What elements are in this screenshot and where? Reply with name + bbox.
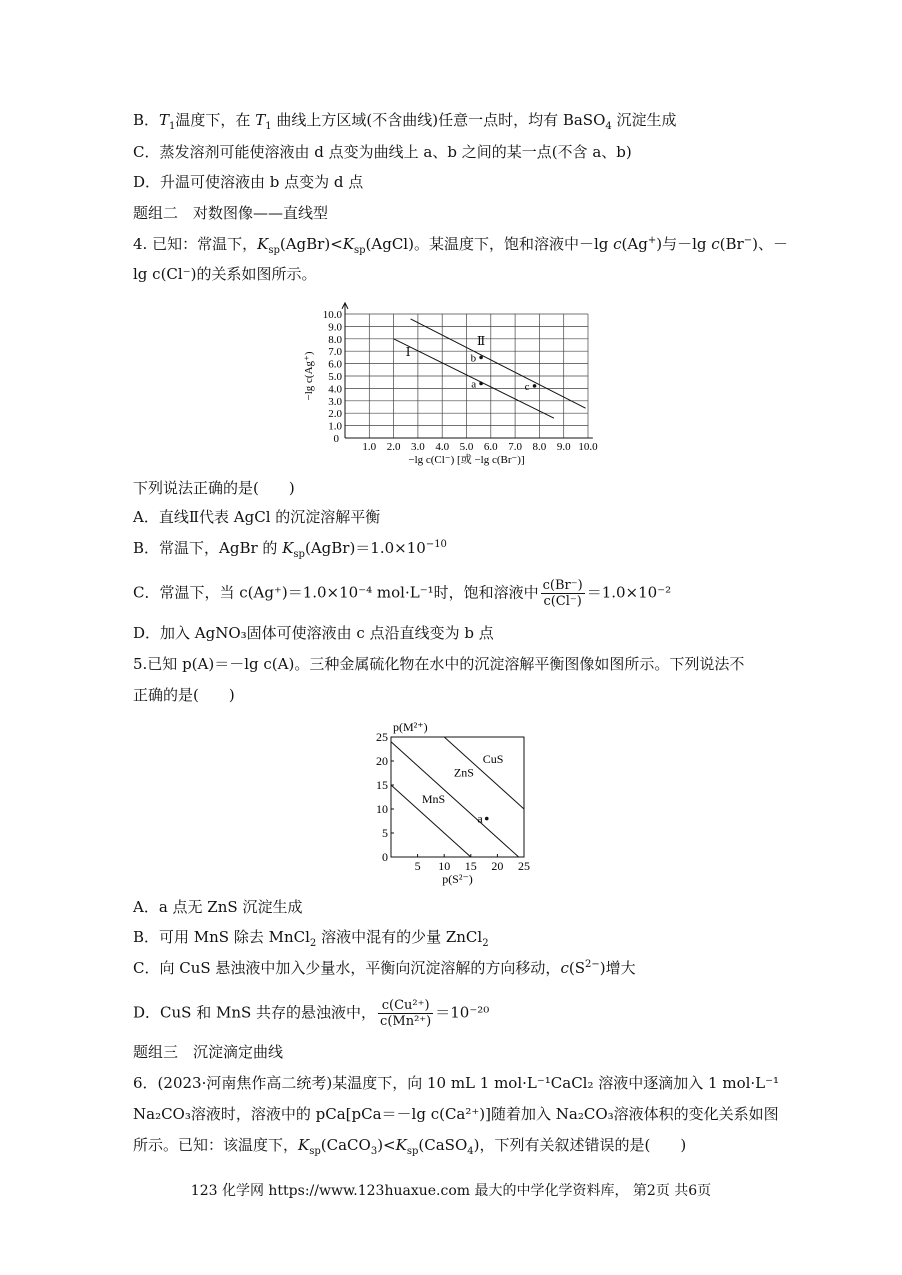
- series-label: Ⅰ: [405, 345, 411, 360]
- data-point: [479, 356, 483, 360]
- fraction-denominator: c(Cl⁻): [543, 594, 582, 609]
- x-tick-label: 10.0: [578, 441, 598, 453]
- series-label: Ⅱ: [477, 334, 486, 348]
- option-3c: C．蒸发溶剂可能使溶液由 d 点变为曲线上 a、b 之间的某一点(不含 a、b): [133, 143, 632, 161]
- y-tick-label: 9.0: [328, 321, 342, 334]
- x-tick-label: 25: [518, 859, 530, 873]
- x-tick-label: 20: [491, 859, 504, 873]
- fraction: [541, 578, 585, 609]
- page-footer: 123 化学网 https://www.123huaxue.com 最大的中学化学资料库， 第2页 共6页: [190, 1183, 712, 1199]
- option-4c-text: C．常温下，当 c(Ag⁺)＝1.0×10⁻⁴ mol·L⁻¹时，饱和溶液中: [133, 583, 539, 602]
- question-6-stem-2: Na₂CO₃溶液时，溶液中的 pCa[pCa＝－lg c(Ca²⁺)]随着加入 Na₂CO₃溶液体积的变化关系如图: [133, 1105, 779, 1123]
- option-5d: [133, 998, 489, 1029]
- data-point: [485, 817, 489, 821]
- data-point-label: c: [524, 380, 530, 393]
- y-tick-label: 0: [382, 850, 388, 864]
- y-tick-label: 8.0: [328, 333, 342, 346]
- fraction-numerator: c(Cu²⁺): [378, 998, 433, 1014]
- x-tick-label: 5.0: [459, 441, 474, 453]
- section-heading-3: 题组三 沉淀滴定曲线: [133, 1043, 284, 1061]
- y-tick-label: 20: [376, 754, 388, 768]
- y-axis-label: p(M²⁺): [393, 720, 428, 734]
- fraction: [378, 998, 433, 1029]
- x-tick-label: 10: [438, 859, 451, 873]
- series-label: MnS: [421, 792, 446, 807]
- y-tick-label: 25: [376, 730, 388, 744]
- y-tick-label: 15: [376, 778, 388, 792]
- y-tick-label: 7.0: [328, 346, 342, 359]
- x-tick-label: 9.0: [556, 441, 571, 453]
- chart-metal-sulfide: [360, 712, 545, 887]
- x-tick-label: 4.0: [435, 441, 450, 453]
- option-5c: C．向 CuS 悬浊液中加入少量水，平衡向沉淀溶解的方向移动，$c(S^{2-})$增大: [133, 959, 636, 977]
- option-5d-text: D．CuS 和 MnS 共存的悬浊液中，: [133, 1003, 377, 1022]
- question-4-prompt: 下列说法正确的是( ): [133, 479, 295, 497]
- question-4-stem-2: lg c(Cl⁻)的关系如图所示。: [133, 265, 317, 283]
- y-tick-label: 3.0: [328, 395, 342, 408]
- option-4c-result: ＝1.0×10⁻²: [586, 583, 672, 602]
- question-5-stem-2: 正确的是( ): [133, 686, 235, 704]
- data-point-label: a: [471, 378, 477, 391]
- y-tick-label: 5.0: [328, 371, 342, 383]
- option-5d-result: ＝10⁻²⁰: [435, 1003, 490, 1022]
- data-point: [479, 382, 483, 386]
- y-tick-label: 10.0: [322, 309, 342, 321]
- x-axis-label: −lg c(Cl⁻) [或 −lg c(Br⁻)]: [408, 454, 525, 466]
- y-tick-label: 1.0: [328, 420, 342, 433]
- y-tick-label: 6.0: [328, 358, 342, 371]
- x-tick-label: 3.0: [411, 441, 425, 453]
- fraction-denominator: c(Mn²⁺): [380, 1014, 432, 1029]
- data-point-label: b: [470, 352, 477, 365]
- data-point-label: a: [477, 811, 483, 826]
- option-4c: [133, 578, 671, 609]
- question-5-stem: 5.已知 p(A)＝－lg c(A)。三种金属硫化物在水中的沉淀溶解平衡图像如图所示。下列说法不: [133, 655, 745, 673]
- origin-label: 0: [333, 433, 339, 445]
- x-tick-label: 8.0: [532, 441, 547, 453]
- x-tick-label: 7.0: [508, 441, 522, 453]
- option-5b: B．可用 MnS 除去 MnCl$_2$ 溶液中混有的少量 ZnCl$_2$: [133, 928, 489, 949]
- series-label: CuS: [482, 751, 504, 766]
- series-label: ZnS: [453, 765, 474, 780]
- y-tick-label: 2.0: [328, 408, 342, 421]
- option-4d: D．加入 AgNO₃固体可使溶液由 c 点沿直线变为 b 点: [133, 624, 494, 642]
- x-tick-label: 15: [464, 859, 477, 873]
- y-tick-label: 4.0: [328, 383, 342, 396]
- question-6-stem: 6．(2023·河南焦作高二统考)某温度下，向 10 mL 1 mol·L⁻¹CaCl₂ 溶液中逐滴加入 1 mol·L⁻¹: [133, 1074, 780, 1092]
- question-4-stem: 4. 已知：常温下，$K_{sp}(AgBr)<K_{sp}(AgCl)$。某温度下，饱和溶液中－lg c(Ag+)与－lg c(Br−)、－: [133, 235, 788, 256]
- y-axis-label: −lg c(Ag⁺): [303, 351, 315, 401]
- x-tick-label: 6.0: [483, 441, 498, 453]
- fraction-numerator: c(Br⁻): [542, 578, 583, 593]
- y-tick-label: 5: [382, 826, 388, 840]
- option-5a: A．a 点无 ZnS 沉淀生成: [133, 898, 303, 916]
- x-axis-label: p(S²⁻): [442, 872, 473, 886]
- option-4b: B．常温下，AgBr 的 $K_{sp}(AgBr)=1.0\times 10^{-10}$: [133, 539, 447, 560]
- x-tick-label: 2.0: [386, 441, 401, 453]
- y-tick-label: 10: [376, 802, 388, 816]
- option-3d: D．升温可使溶液由 b 点变为 d 点: [133, 173, 364, 191]
- section-heading-2: 题组二 对数图像——直线型: [133, 204, 329, 222]
- question-6-stem-3: 所示。已知：该温度下，$K_{sp}(CaCO_3)<K_{sp}(CaSO_4)$，下列有关叙述错误的是( ): [133, 1136, 687, 1157]
- plot-frame: [391, 737, 524, 857]
- x-tick-label: 5: [414, 859, 421, 873]
- chart-ag-halide: [300, 292, 610, 470]
- data-point: [533, 384, 537, 388]
- option-4a: A．直线Ⅱ代表 AgCl 的沉淀溶解平衡: [133, 508, 381, 526]
- x-tick-label: 1.0: [362, 441, 377, 453]
- option-3b: B．$T_1$温度下，在 $T_1$ 曲线上方区域(不含曲线)任意一点时，均有 BaSO$_4$ 沉淀生成: [133, 111, 677, 132]
